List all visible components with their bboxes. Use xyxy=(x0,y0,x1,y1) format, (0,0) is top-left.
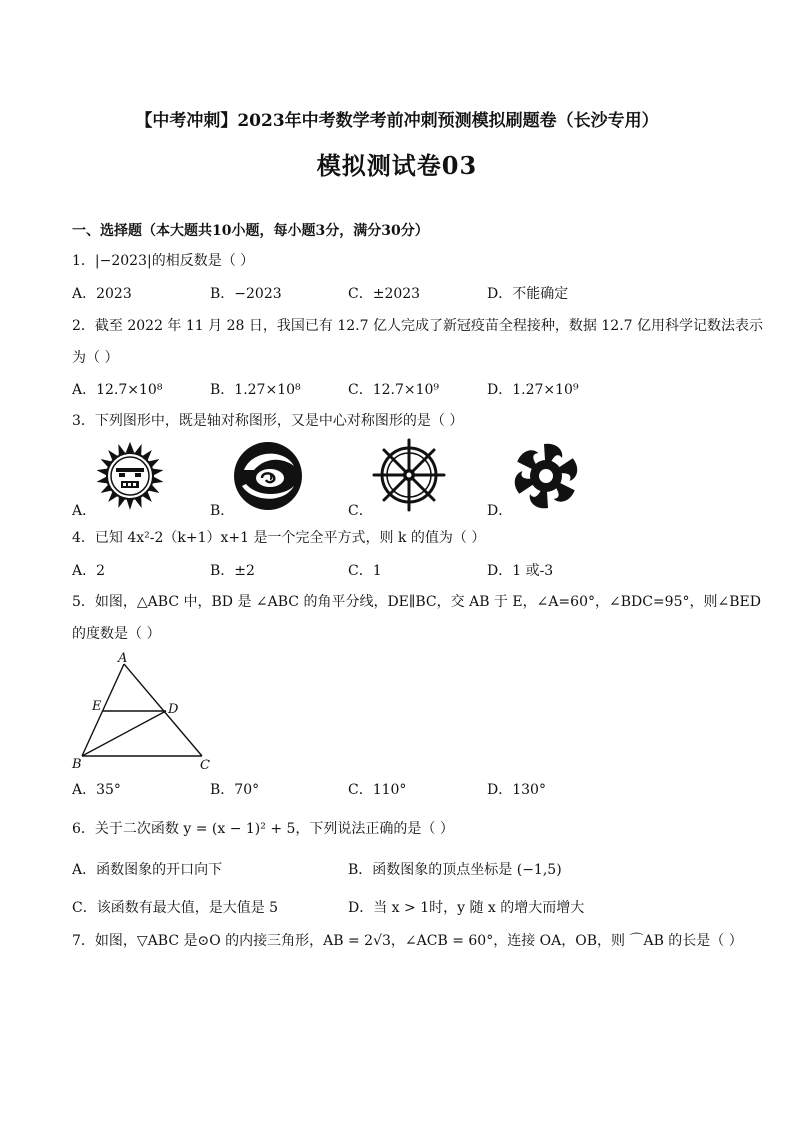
q6-option-c: C．该函数有最大值，是大值是 5 xyxy=(72,900,279,916)
q1-stem: 1．|−2023|的相反数是（ ） xyxy=(72,253,255,269)
q3-option-a: A． xyxy=(72,503,97,519)
vertex-label-a: A xyxy=(118,651,128,666)
exam-series-title: 【中考冲刺】2023年中考数学考前冲刺预测模拟刷题卷（长沙专用） xyxy=(135,111,659,131)
sun-face-icon xyxy=(94,440,166,512)
compass-wheel-icon xyxy=(372,438,446,512)
q1-option-a: A．2023 xyxy=(72,286,132,302)
q3-option-d: D． xyxy=(487,503,513,519)
q5-stem-line1: 5．如图，△ABC 中，BD 是 ∠ABC 的角平分线，DE∥BC，交 AB 于 E，∠A=60°，∠BDC=95°，则∠BED xyxy=(72,594,761,610)
vertex-label-b: B xyxy=(72,757,82,772)
q3-option-b: B． xyxy=(210,503,235,519)
q1-option-c: C．±2023 xyxy=(348,286,421,302)
triangle-abc-figure xyxy=(68,650,218,772)
q4-stem: 4．已知 4x²-2（k+1）x+1 是一个完全平方式，则 k 的值为（ ） xyxy=(72,530,486,546)
q4-option-b: B．±2 xyxy=(210,563,255,579)
q4-option-d: D．1 或-3 xyxy=(487,563,554,579)
swirl-cloud-icon xyxy=(232,440,304,512)
vertex-label-e: E xyxy=(92,699,102,714)
q2-option-b: B．1.27×10⁸ xyxy=(210,382,301,398)
q2-option-c: C．12.7×10⁹ xyxy=(348,382,440,398)
q5-option-d: D．130° xyxy=(487,782,546,798)
q2-stem-line2: 为（ ） xyxy=(72,350,119,366)
q2-option-d: D．1.27×10⁹ xyxy=(487,382,579,398)
section-heading: 一、选择题（本大题共10小题，每小题3分，满分30分） xyxy=(72,223,429,239)
vertex-label-c: C xyxy=(200,758,210,772)
q7-stem: 7．如图，▽ABC 是⊙O 的内接三角形，AB = 2√3，∠ACB = 60°，连接 OA，OB，则 ⌒AB 的长是（ ） xyxy=(72,933,743,949)
q6-option-d: D．当 x > 1时，y 随 x 的增大而增大 xyxy=(348,900,585,916)
q6-option-b: B．函数图象的顶点坐标是 (−1,5) xyxy=(348,862,562,878)
q2-option-a: A．12.7×10⁸ xyxy=(72,382,163,398)
q4-option-a: A．2 xyxy=(72,563,106,579)
q5-option-a: A．35° xyxy=(72,782,121,798)
q2-stem-line1: 2．截至 2022 年 11 月 28 日，我国已有 12.7 亿人完成了新冠疫苗全程接种，数据 12.7 亿用科学记数法表示 xyxy=(72,318,764,334)
q3-option-c: C． xyxy=(348,503,373,519)
q1-option-b: B．−2023 xyxy=(210,286,282,302)
q5-option-c: C．110° xyxy=(348,782,407,798)
q5-stem-line2: 的度数是（ ） xyxy=(72,626,161,642)
pinwheel-icon xyxy=(510,440,582,512)
q3-stem: 3．下列图形中，既是轴对称图形，又是中心对称图形的是（ ） xyxy=(72,413,464,429)
q5-option-b: B．70° xyxy=(210,782,260,798)
q6-option-a: A．函数图象的开口向下 xyxy=(72,862,223,878)
q1-option-d: D．不能确定 xyxy=(487,286,569,302)
q4-option-c: C．1 xyxy=(348,563,382,579)
exam-paper-title: 模拟测试卷03 xyxy=(316,151,478,180)
q6-stem: 6．关于二次函数 y = (x − 1)² + 5，下列说法正确的是（ ） xyxy=(72,821,454,837)
vertex-label-d: D xyxy=(168,702,179,717)
